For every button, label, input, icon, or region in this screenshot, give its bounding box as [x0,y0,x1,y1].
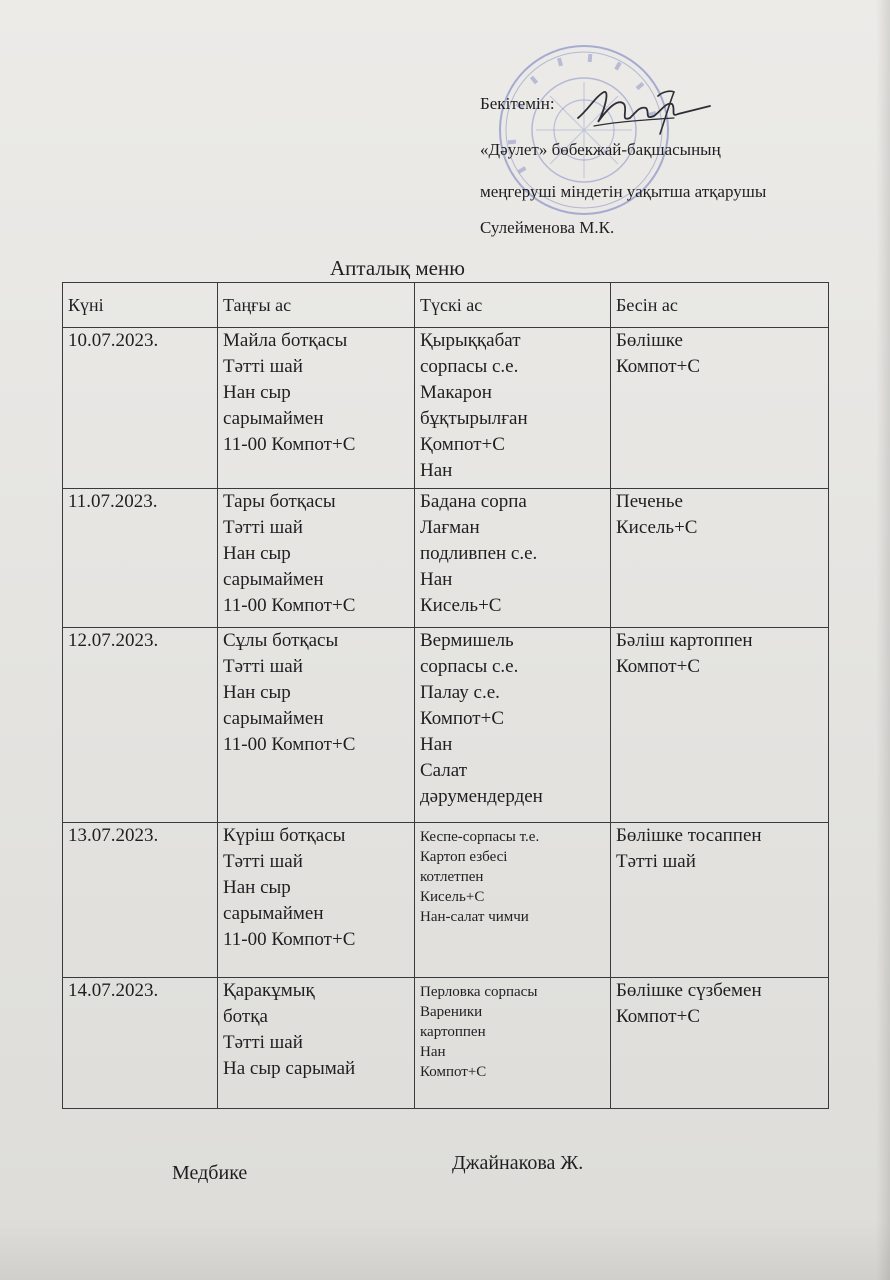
menu-item: Нан [420,569,453,590]
menu-item: Қомпот+С [420,434,505,455]
breakfast-cell [218,628,415,823]
menu-item: Салат [420,760,467,781]
menu-item: Макарон [420,382,492,403]
menu-item: сарымаймен [223,569,324,590]
breakfast-cell [218,489,415,628]
approval-organization: «Дәулет» бөбекжай-бақшасының [480,140,721,159]
page-edge-shadow [876,0,890,1280]
menu-item: 11-00 Компот+С [223,734,356,755]
menu-item: Нан [420,734,453,755]
table-row [63,978,829,1109]
date-cell: 14.07.2023. [63,978,218,1109]
menu-item: сорпасы с.е. [420,656,519,677]
approval-label: Бекітемін: [480,94,555,113]
snack-cell [611,489,829,628]
breakfast-cell [218,328,415,489]
breakfast-cell [218,823,415,978]
table-header-row [63,283,829,328]
table-row [63,328,829,489]
lunch-cell [415,978,611,1109]
menu-item: котлетпен [420,869,484,885]
table-row [63,628,829,823]
menu-item: Палау с.е. [420,682,500,703]
snack-cell [611,628,829,823]
menu-item: Кеспе-сорпасы т.е. [420,829,540,845]
menu-item: Тәтті шай [616,851,696,872]
lunch-cell [415,823,611,978]
menu-item: бұқтырылған [420,408,528,429]
menu-item: 11-00 Компот+С [223,929,356,950]
header-day: Күні [63,283,218,328]
lunch-cell [415,489,611,628]
menu-item: Картоп езбесі [420,849,508,865]
menu-item: Бөлішке тосаппен [616,825,762,846]
menu-item: Тәтті шай [223,1032,303,1053]
menu-item: Тары ботқасы [223,491,336,512]
menu-item: Тәтті шай [223,656,303,677]
menu-item: 11-00 Компот+С [223,434,356,455]
menu-item: сарымаймен [223,408,324,429]
menu-item: Кисель+С [420,889,485,905]
menu-item: Нан сыр [223,877,291,898]
date-cell: 13.07.2023. [63,823,218,978]
page-bottom-shadow [0,1220,890,1280]
lunch-cell [415,328,611,489]
date-cell: 12.07.2023. [63,628,218,823]
weekly-menu-table [62,282,829,1109]
menu-item: Тәтті шай [223,356,303,377]
menu-item: Перловка сорпасы [420,984,538,1000]
menu-item: дәрумендерден [420,786,543,807]
signature-mark [574,82,714,140]
snack-cell [611,823,829,978]
menu-item: Компот+С [420,1064,487,1080]
breakfast-cell [218,978,415,1109]
menu-item: Бәліш картоппен [616,630,753,651]
menu-item: Тәтті шай [223,517,303,538]
menu-item: Компот+С [616,656,700,677]
menu-item: Нан сыр [223,382,291,403]
approval-position: меңгерушi міндетін уақытша атқарушы [480,182,767,201]
menu-item: 11-00 Компот+С [223,595,356,616]
menu-item: Компот+С [616,356,700,377]
snack-cell [611,978,829,1109]
header-lunch: Түскі ас [415,283,611,328]
table-row [63,489,829,628]
menu-item: картоппен [420,1024,486,1040]
menu-item: сарымаймен [223,708,324,729]
header-snack: Бесін ас [611,283,829,328]
header-breakfast: Таңғы ас [218,283,415,328]
menu-item: Нан [420,1044,446,1060]
menu-item: Кисель+С [616,517,698,538]
menu-item: Қаракұмық [223,980,315,1001]
menu-item: Қырыққабат [420,330,521,351]
menu-item: сарымаймен [223,903,324,924]
menu-item: Күріш ботқасы [223,825,346,846]
menu-item: Бадана сорпа [420,491,527,512]
menu-item: Кисель+С [420,595,502,616]
menu-item: подливпен с.е. [420,543,538,564]
snack-cell [611,328,829,489]
date-cell: 11.07.2023. [63,489,218,628]
menu-item: Нан [420,460,453,481]
table-row [63,823,829,978]
footer-signatory-name: Джайнакова Ж. [452,1152,584,1174]
menu-item: Вареники [420,1004,483,1020]
menu-item: На сыр сарымай [223,1058,356,1079]
menu-item: Печенье [616,491,683,512]
menu-item: Бөлішке сүзбемен [616,980,762,1001]
menu-item: Лағман [420,517,480,538]
document-title: Апталық меню [330,256,465,280]
menu-item: Нан сыр [223,682,291,703]
approval-signatory: Сулейменова М.К. [480,218,615,237]
menu-item: Нан сыр [223,543,291,564]
menu-item: сорпасы с.е. [420,356,519,377]
menu-item: Сұлы ботқасы [223,630,339,651]
lunch-cell [415,628,611,823]
menu-item: Компот+С [616,1006,700,1027]
menu-item: Нан-салат чимчи [420,909,529,925]
menu-item: Тәтті шай [223,851,303,872]
date-cell: 10.07.2023. [63,328,218,489]
menu-item: ботқа [223,1006,268,1027]
menu-item: Бөлішке [616,330,683,351]
menu-item: Вермишель [420,630,514,651]
menu-item: Майла ботқасы [223,330,348,351]
footer-role: Медбике [172,1162,248,1184]
menu-item: Компот+С [420,708,504,729]
